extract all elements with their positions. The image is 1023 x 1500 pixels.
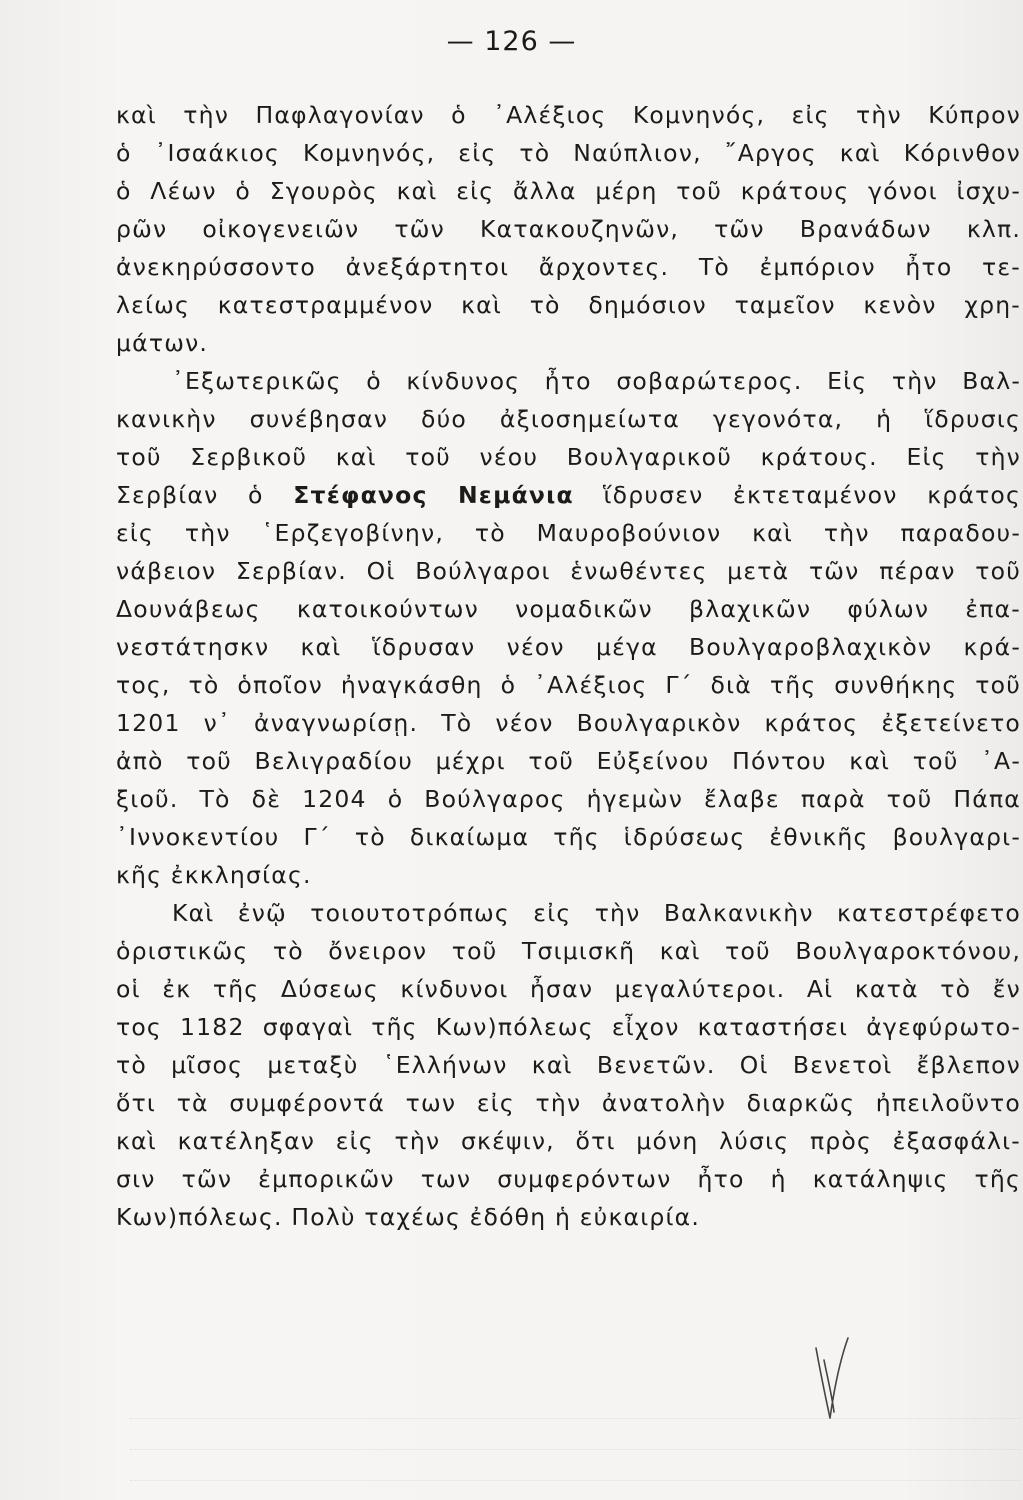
- text-line: τὸ μῖσος μεταξὺ ῾Ελλήνων καὶ Βενετῶν. Οἱ Βενετοὶ ἔβλεπον: [116, 1051, 1021, 1079]
- line-start-text: Σερβίαν ὁ: [116, 481, 294, 509]
- text-line: μάτων.: [116, 329, 209, 357]
- text-line: τος, τὸ ὁποῖον ἠναγκάσθη ὁ ᾿Αλέξιος Γ´ διὰ τῆς συνθήκης τοῦ: [116, 671, 1021, 699]
- text-line-with-bold-name: [116, 476, 1021, 514]
- text-line: τος 1182 σφαγαὶ τῆς Κων)πόλεως εἶχον καταστήσει ἀγεφύρωτο-: [116, 1013, 1021, 1041]
- text-line: ρῶν οἰκογενειῶν τῶν Κατακουζηνῶν, τῶν Βρανάδων κλπ.: [116, 215, 1021, 243]
- text-line: 1201 ν᾿ ἀναγνωρίσῃ. Τὸ νέον Βουλγαρικὸν κράτος ἐξετείνετο: [116, 709, 1021, 737]
- text-line: λείως κατεστραμμένον καὶ τὸ δημόσιον ταμεῖον κενὸν χρη-: [116, 291, 1021, 319]
- text-line: Κων)πόλεως. Πολὺ ταχέως ἐδόθη ἡ εὐκαιρία.: [116, 1203, 700, 1231]
- text-line: εἰς τὴν ῾Ερζεγοβίνην, τὸ Μαυροβούνιον καὶ τὴν παραδου-: [116, 519, 1021, 547]
- text-line: ὁ ᾿Ισαάκιος Κομνηνός, εἰς τὸ Ναύπλιον, ῎Αργος καὶ Κόρινθον: [116, 139, 1021, 167]
- bold-name: Στέφανος Νεμάνια: [293, 481, 574, 509]
- text-line: ᾿Ιννοκεντίου Γ´ τὸ δικαίωμα τῆς ἱδρύσεως ἐθνικῆς βουλγαρι-: [116, 823, 1021, 851]
- text-line: τοῦ Σερβικοῦ καὶ τοῦ νέου Βουλγαρικοῦ κράτους. Εἰς τὴν: [116, 443, 1021, 471]
- text-line: ὁριστικῶς τὸ ὄνειρον τοῦ Τσιμισκῆ καὶ τοῦ Βουλγαροκτόνου,: [116, 937, 1021, 965]
- text-line: Δουνάβεως κατοικούντων νομαδικῶν βλαχικῶν φύλων ἐπα-: [116, 595, 1021, 623]
- text-line: κανικὴν συνέβησαν δύο ἀξιοσημείωτα γεγονότα, ἡ ἵδρυσις: [116, 405, 1021, 433]
- text-line: ἀνεκηρύσσοντο ἀνεξάρτητοι ἄρχοντες. Τὸ ἐμπόριον ἦτο τε-: [116, 253, 1021, 281]
- page-number: — 126 —: [446, 26, 577, 57]
- text-line: ὁ Λέων ὁ Σγουρὸς καὶ εἰς ἄλλα μέρη τοῦ κράτους γόνοι ἰσχυ-: [116, 177, 1021, 205]
- text-line: σιν τῶν ἐμπορικῶν των συμφερόντων ἦτο ἡ κατάληψις τῆς: [116, 1165, 1021, 1193]
- text-line: οἱ ἐκ τῆς Δύσεως κίνδυνοι ἦσαν μεγαλύτεροι. Αἱ κατὰ τὸ ἔν: [116, 975, 1021, 1003]
- text-line: καὶ τὴν Παφλαγονίαν ὁ ᾿Αλέξιος Κομνηνός, εἰς τὴν Κύπρον: [116, 101, 1021, 129]
- text-line: νάβειον Σερβίαν. Οἱ Βούλγαροι ἑνωθέντες μετὰ τῶν πέραν τοῦ: [116, 557, 1021, 585]
- text-line: καὶ κατέληξαν εἰς τὴν σκέψιν, ὅτι μόνη λύσις πρὸς ἐξασφάλι-: [116, 1127, 1021, 1155]
- text-line: ἀπὸ τοῦ Βελιγραδίου μέχρι τοῦ Εὐξείνου Πόντου καὶ τοῦ ᾿Α-: [116, 747, 1021, 775]
- text-line: νεστάτησκν καὶ ἵδρυσαν νέον μέγα Βουλγαροβλαχικὸν κρά-: [116, 633, 1021, 661]
- text-line: Καὶ ἐνῷ τοιουτοτρόπως εἰς τὴν Βαλκανικὴν κατεστρέφετο: [172, 899, 1021, 927]
- text-line: κῆς ἐκκλησίας.: [116, 861, 312, 889]
- text-line: ξιοῦ. Τὸ δὲ 1204 ὁ Βούλγαρος ἡγεμὼν ἔλαβε παρὰ τοῦ Πάπα: [116, 785, 1021, 813]
- show-through-from-reverse-page: [130, 1390, 1020, 1490]
- line-end-text: ἵδρυσεν ἐκτεταμένον κράτος: [573, 481, 1021, 509]
- text-line: ᾿Εξωτερικῶς ὁ κίνδυνος ἦτο σοβαρώτερος. Εἰς τὴν Βαλ-: [172, 367, 1021, 395]
- text-line: ὅτι τὰ συμφέροντά των εἰς τὴν ἀνατολὴν διαρκῶς ἠπειλοῦντο: [116, 1089, 1021, 1117]
